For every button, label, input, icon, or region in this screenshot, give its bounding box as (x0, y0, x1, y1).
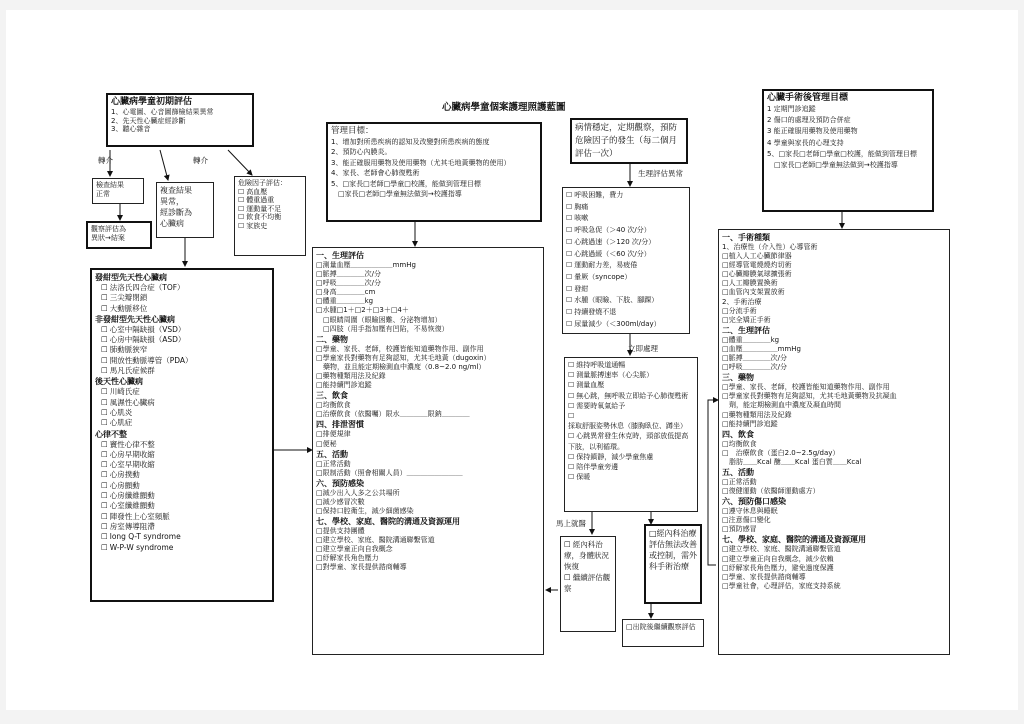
post-surgery-goal-item: 2 傷口的處理及預防合併症 (767, 116, 851, 125)
followup-text: 異狀→結案 (91, 233, 125, 242)
section-item: 脂肪＿＿Kcal 醣＿＿Kcal 蛋白質＿＿Kcal (722, 457, 862, 466)
regular-observation-box (570, 118, 688, 164)
management-goal-item: □家長□老師□學童無法做到→校護指導 (331, 190, 462, 198)
referral-label-left: 轉介 (98, 156, 113, 165)
section-item: 2、手術治療 (722, 297, 762, 306)
immediate-treatment-item: ☐ 無心跳，無呼吸立即給予心肺復甦術 (568, 391, 694, 401)
post-surgery-goal-item: 1 定期門診追蹤 (767, 105, 816, 113)
disease-item: ☐ 心房顫動 (95, 481, 269, 491)
immediate-treatment-item: ☐ 保暖 (568, 472, 694, 482)
section-item: □呼吸＿＿＿＿次/分 (722, 363, 787, 372)
section-heading: 二、藥物 (316, 334, 348, 344)
section-item: □學童家長對藥物有足夠認知，尤其毛地黃藥物及抗凝血 (722, 392, 897, 401)
section-item: □學童、家長、老師，校護皆能知道藥物作用、副作用 (722, 383, 890, 392)
symptom-item: ☐ 暈厥（syncope） (566, 272, 686, 284)
section-item: □建立學校、家庭、醫院溝通聯繫管道 (722, 545, 841, 554)
disease-item: ☐ 陣發性上心室頻脈 (95, 512, 269, 522)
management-goal-item: 2、預防心內膜炎。 (331, 148, 392, 156)
management-goal-item: 3、能正確服用藥物及使用藥物（尤其毛地黃藥物的使用） (331, 158, 511, 167)
risk-factor-title: 危險因子評估： (238, 179, 287, 187)
section-item: □體重＿＿＿＿kg (316, 297, 374, 306)
section-item: □植入人工心臟節律器 (722, 252, 792, 261)
section-heading: 五、活動 (722, 467, 754, 477)
section-item: □正常活動 (722, 477, 757, 486)
immediate-treatment-item: ☐ 測量脈搏速率（心尖脈） (568, 370, 694, 380)
initial-evaluation-item: 1、心電圖、心音圖篩檢結果異常 (111, 108, 214, 116)
section-item: □經導管電燒燒灼切術 (722, 261, 792, 270)
disease-item: ☐ 竇性心律不整 (95, 440, 269, 450)
post-surgery-goal-item: 4 學童與家長的心理支持 (767, 138, 844, 147)
initial-evaluation-box (106, 93, 254, 147)
section-item: □提供支持團體 (316, 527, 365, 536)
page-title: 心臟病學童個案護理照護藍圖 (442, 102, 566, 113)
symptom-item: ☐ 尿量減少（＜300ml/day） (566, 319, 686, 331)
followup-box (86, 221, 152, 249)
initial-evaluation-item: 2、先天性心臟症經診斷 (111, 116, 186, 125)
regular-observation-text: 病情穩定，定期觀察，預防危險因子的發生（每二個月評估一次） (575, 123, 678, 159)
section-item: □減少出入人多之公共場所 (316, 488, 400, 497)
section-heading: 二、生理評估 (722, 325, 770, 335)
immediate-treatment-item: ☐ 心跳異常發生休克時，頭部放低提高下肢，以利循環。 (568, 431, 694, 451)
management-goal-item: 1、增加對所患疾病的認知及改變對所患疾病的態度 (331, 137, 490, 146)
followup-text: 觀察評估為 (91, 225, 126, 233)
disease-item: ☐ 心室早期收縮 (95, 460, 269, 470)
section-item: □正常活動 (316, 459, 351, 468)
symptom-item: ☐ 胸痛 (566, 202, 686, 214)
disease-item: ☐ 心房早期收縮 (95, 450, 269, 460)
disease-item: ☐ 心室中隔缺損（VSD） (95, 325, 269, 335)
symptom-item: ☐ 心跳過緩（＜60 次/分） (566, 249, 686, 261)
risk-factor-item: ☐ 高血壓 (238, 188, 302, 197)
disease-item: ☐ 馬凡氏症候群 (95, 366, 269, 376)
section-item: □遵守休息與睡眠 (722, 507, 778, 516)
symptom-item: ☐ 呼吸急促（＞40 次/分） (566, 225, 686, 237)
disease-item: ☐ 心房纖維顫動 (95, 491, 269, 501)
section-item: □預防感冒 (722, 525, 757, 534)
disease-item: ☐ W-P-W syndrome (95, 543, 269, 553)
section-heading: 一、手術種類 (722, 233, 770, 242)
section-heading: 六、預防感染 (316, 478, 364, 488)
section-item: □能持續門診追蹤 (316, 381, 372, 390)
section-item: □藥物種類用法及紀錄 (316, 372, 386, 381)
symptom-item: ☐ 心跳過速（＞120 次/分） (566, 237, 686, 249)
section-item: □ 治療飲食（蛋白2.0~2.5g/day） (722, 448, 840, 457)
hospital-result-item: ☐ 繼續評估觀察 (564, 572, 612, 594)
section-heading: 三、藥物 (722, 373, 754, 383)
immediate-treatment-item: ☐ 陪伴學童旁邊 (568, 462, 694, 472)
disease-category-heading: 非發紺型先天性心臟病 (95, 314, 175, 324)
surgery-referral-box (644, 524, 702, 604)
disease-item: ☐ 房室傳導阻滯 (95, 522, 269, 532)
disease-item: ☐ 肺動脈狹窄 (95, 345, 269, 355)
immediate-treatment-item: ☐ 採取舒服姿勢休息（膝胸臥位、蹲坐） (568, 411, 694, 431)
immediate-treatment-item: ☐ 需要時氧氣給予 (568, 401, 694, 411)
section-item: 1、治療性（介入性）心導管術 (722, 243, 818, 251)
recheck-text: 複查結果 (160, 186, 192, 195)
risk-factor-item: ☐ 運動量不足 (238, 205, 302, 214)
post-surgery-goal-item: 5、□家長□老師□學童□校護，能做到管理目標 (767, 149, 917, 158)
section-item: 劑，能定期檢測血中濃度及凝血時間 (722, 401, 841, 410)
section-heading: 六、預防傷口感染 (722, 497, 786, 507)
recheck-text: 心臟病 (160, 219, 184, 228)
section-item: □藥物種類用法及紀錄 (722, 410, 792, 419)
section-heading: 四、飲食 (722, 429, 754, 439)
symptom-item: ☐ 水腫（眼瞼、下肢、腳踝） (566, 295, 686, 307)
section-item: □紓解家長角色壓力 (316, 554, 379, 563)
section-item: □紓解家長角色壓力，避免過度保護 (722, 563, 834, 572)
section-item: □完全矯正手術 (722, 315, 771, 324)
abnormal-symptoms-box (562, 187, 690, 334)
section-heading: 四、排泄習慣 (316, 420, 364, 430)
section-item: □學童家長對藥物有足夠認知，尤其毛地黃（dugoxin） (316, 353, 491, 362)
section-item: □眼睛周圍（眼瞼困難、分泌物增加） (316, 315, 442, 324)
section-item: □便秘 (316, 439, 337, 448)
disease-item: ☐ 心肌炎 (95, 408, 269, 418)
disease-item: ☐ 心房撲動 (95, 470, 269, 480)
risk-factor-item: ☐ 飲食不均衡 (238, 213, 302, 222)
disease-category-heading: 心律不整 (95, 429, 127, 439)
section-item: □水腫□1＋□2＋□3＋□4＋ (316, 306, 409, 315)
immediate-label: 立即處理 (628, 344, 658, 353)
initial-evaluation-item: 3、聽心雜音 (111, 125, 151, 134)
disease-category-heading: 後天性心臟病 (95, 377, 143, 387)
risk-factor-item: ☐ 家族史 (238, 222, 302, 231)
disease-item: ☐ 法洛氏四合症（TOF） (95, 283, 269, 293)
recheck-text: 異常， (160, 197, 184, 206)
disease-item: ☐ 風濕性心臟病 (95, 398, 269, 408)
disease-item: ☐ 心房中隔缺損（ASD） (95, 335, 269, 345)
section-item: □學童、家長、老師，校護皆能知道藥物作用、副作用 (316, 344, 484, 353)
immediate-treatment-item: ☐ 測量血壓 (568, 380, 694, 390)
recheck-text: 經診斷為 (160, 208, 192, 217)
immediate-treatment-item: ☐ 維持呼吸道通暢 (568, 360, 694, 370)
risk-factor-box (234, 176, 306, 256)
section-item: □保持口腔衛生，減少細菌感染 (316, 506, 414, 515)
section-heading: 七、學校、家庭、醫院的溝通及資源運用 (316, 517, 460, 527)
section-item: □建立學童正向自我概念 (316, 545, 393, 554)
section-item: □排便規律 (316, 430, 351, 439)
section-item: □人工瓣膜置換術 (722, 279, 778, 288)
section-item: □能持續門診追蹤 (722, 419, 778, 428)
disease-item: ☐ long Q-T syndrome (95, 532, 269, 542)
section-item: □建立學童正向自我概念，減少依賴 (722, 554, 834, 563)
section-item: 藥物，並且能定期檢測血中濃度（0.8~2.0 ng/ml） (316, 362, 486, 371)
section-item: □呼吸＿＿＿＿次/分 (316, 279, 381, 288)
hospital-result-box (560, 536, 616, 632)
section-item: □限制活動（照會相關人員）＿＿＿＿＿＿＿＿ (316, 468, 463, 477)
section-heading: 一、生理評估 (316, 251, 364, 260)
section-heading: 七、學校、家庭、醫院的溝通及資源運用 (722, 535, 866, 545)
disease-item: ☐ 大動脈移位 (95, 304, 269, 314)
initial-evaluation-title: 心臟病學童初期評估 (111, 97, 193, 107)
risk-factor-item: ☐ 體重過重 (238, 196, 302, 205)
disease-item: ☐ 三尖瓣閉鎖 (95, 293, 269, 303)
disease-item: ☐ 開放性動脈導管（PDA） (95, 356, 269, 366)
physio-abnormal-label: 生理評估異常 (638, 169, 683, 178)
to-hospital-label: 馬上就醫 (556, 519, 586, 528)
section-item: □復健運動（依醫師運動處方） (722, 487, 820, 496)
section-item: □對學童、家長提供諮商輔導 (316, 563, 407, 572)
section-item: □學童、家長提供諮商輔導 (722, 572, 806, 581)
immediate-treatment-box (564, 357, 698, 512)
immediate-treatment-item: ☐ 保持鎮靜，減少學童焦慮 (568, 452, 694, 462)
management-goals-title: 管理目標： (331, 126, 374, 136)
section-item: □脈搏＿＿＿＿次/分 (722, 354, 787, 363)
post-surgery-care-box (718, 229, 950, 655)
continue-observation-box (622, 619, 704, 647)
continue-observation-text: □出院後繼續觀察評估 (626, 623, 696, 631)
check-normal-box (92, 178, 144, 204)
post-surgery-goal-item: 3 能正確服用藥物及使用藥物 (767, 127, 858, 136)
section-item: □脈搏＿＿＿＿次/分 (316, 270, 381, 279)
disease-item: ☐ 心肌症 (95, 418, 269, 428)
section-item: □血管內支架置放術 (722, 288, 785, 297)
disease-category-heading: 發紺型先天性心臟病 (95, 273, 167, 282)
management-goal-item: 5、□家長□老師□學童□校護，能做到管理目標 (331, 179, 481, 188)
hospital-result-item: ☐ 經內科治療，身體狀況恢復 (564, 539, 612, 572)
symptom-item: ☐ 呼吸困難，費力 (566, 190, 686, 202)
section-item: □血壓＿＿＿＿＿mmHg (722, 344, 801, 353)
section-heading: 五、活動 (316, 449, 348, 459)
surgery-referral-text: □經內科治療評估無法改善或控制，需外科手術治療 (649, 529, 697, 571)
section-item: □身高＿＿＿＿cm (316, 288, 376, 297)
check-normal-text: 正常 (96, 189, 110, 198)
section-item: □心臟瓣膜氣球擴張術 (722, 270, 792, 279)
section-item: □分流手術 (722, 306, 757, 315)
section-item: □體重＿＿＿＿kg (722, 335, 780, 344)
post-surgery-goals-box (762, 89, 934, 212)
symptom-item: ☐ 咳嗽 (566, 213, 686, 225)
referral-label-middle: 轉介 (193, 156, 208, 165)
disease-type-box (90, 268, 274, 602)
management-goals-box (326, 122, 542, 222)
section-item: □學童社會，心理評估，家庭支持系統 (722, 581, 841, 590)
recheck-abnormal-box (156, 182, 214, 238)
symptom-item: ☐ 發紺 (566, 284, 686, 296)
section-item: □測量血壓＿＿＿＿＿＿mmHg (316, 261, 416, 269)
check-normal-text: 檢查結果 (96, 181, 124, 189)
disease-item: ☐ 心室纖維顫動 (95, 501, 269, 511)
section-heading: 三、飲食 (316, 391, 348, 401)
section-item: □治療飲食（依醫囑）限水＿＿＿＿限鈉＿＿＿＿ (316, 410, 470, 419)
section-item: □四肢（用手指加壓有凹陷，不易恢復） (316, 324, 449, 333)
section-item: □均衡飲食 (722, 439, 757, 448)
disease-item: ☐ 川崎氏症 (95, 387, 269, 397)
section-item: □建立學校、家庭、醫院溝通聯繫管道 (316, 536, 435, 545)
care-assessment-box (312, 247, 544, 655)
section-item: □減少感冒次數 (316, 497, 365, 506)
section-item: □注意傷口變化 (722, 516, 771, 525)
symptom-item: ☐ 持續發燒不退 (566, 307, 686, 319)
section-item: □均衡飲食 (316, 401, 351, 410)
management-goal-item: 4、家長、老師會心肺復甦術 (331, 169, 420, 177)
symptom-item: ☐ 運動耐力差，易疲倦 (566, 260, 686, 272)
post-surgery-goal-item: □家長□老師□學童無法做到→校護指導 (767, 161, 898, 170)
post-surgery-goals-title: 心臟手術後管理目標 (767, 93, 849, 103)
